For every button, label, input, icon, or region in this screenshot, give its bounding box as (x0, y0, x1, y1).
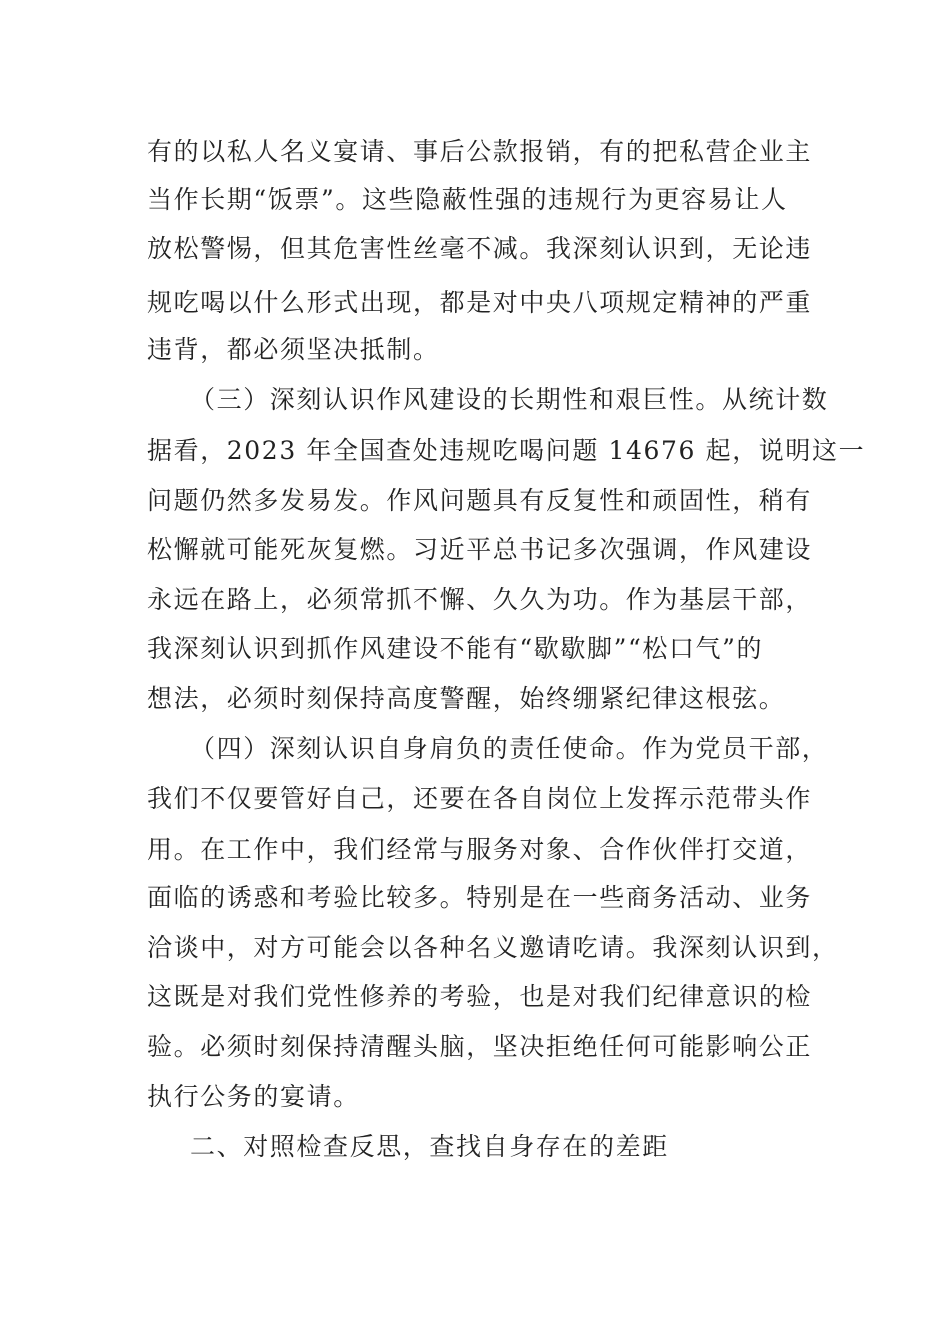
text-line: 用。在工作中，我们经常与服务对象、合作伙伴打交道， (147, 835, 813, 864)
text-line: 永远在路上，必须常抓不懈、久久为功。作为基层干部， (147, 585, 813, 614)
text-line: 想法，必须时刻保持高度警醒，始终绷紧纪律这根弦。 (147, 684, 786, 713)
section-heading-3: （三）深刻认识作风建设的长期性和艰巨性。从统计数 (190, 385, 829, 414)
text-line: 面临的诱惑和考验比较多。特别是在一些商务活动、业务 (147, 883, 813, 912)
text-line: 松懈就可能死灰复燃。习近平总书记多次强调，作风建设 (147, 535, 813, 564)
text-line: 我们不仅要管好自己，还要在各自岗位上发挥示范带头作 (147, 784, 813, 813)
text-line: 验。必须时刻保持清醒头脑，坚决拒绝任何可能影响公正 (147, 1032, 813, 1061)
text-line: 我深刻认识到抓作风建设不能有“歇歇脚”“松口气”的 (147, 634, 764, 663)
text-line: 据看，2023 年全国查处违规吃喝问题 14676 起，说明这一 (147, 436, 866, 465)
text-line: 违背，都必须坚决抵制。 (147, 335, 440, 364)
text-line: 执行公务的宴请。 (147, 1082, 360, 1111)
text-line: 问题仍然多发易发。作风问题具有反复性和顽固性，稍有 (147, 486, 813, 515)
text-line: 规吃喝以什么形式出现，都是对中央八项规定精神的严重 (147, 288, 813, 317)
text-line: 放松警惕，但其危害性丝毫不减。我深刻认识到，无论违 (147, 234, 813, 263)
section-heading-4: （四）深刻认识自身肩负的责任使命。作为党员干部， (190, 734, 829, 763)
text-line: 这既是对我们党性修养的考验，也是对我们纪律意识的检 (147, 982, 813, 1011)
chapter-heading-2: 二、对照检查反思，查找自身存在的差距 (190, 1132, 669, 1161)
text-line: 有的以私人名义宴请、事后公款报销，有的把私营企业主 (147, 137, 813, 166)
text-line: 当作长期“饭票”。这些隐蔽性强的违规行为更容易让人 (147, 185, 788, 214)
text-line: 洽谈中，对方可能会以各种名义邀请吃请。我深刻认识到， (147, 933, 839, 962)
